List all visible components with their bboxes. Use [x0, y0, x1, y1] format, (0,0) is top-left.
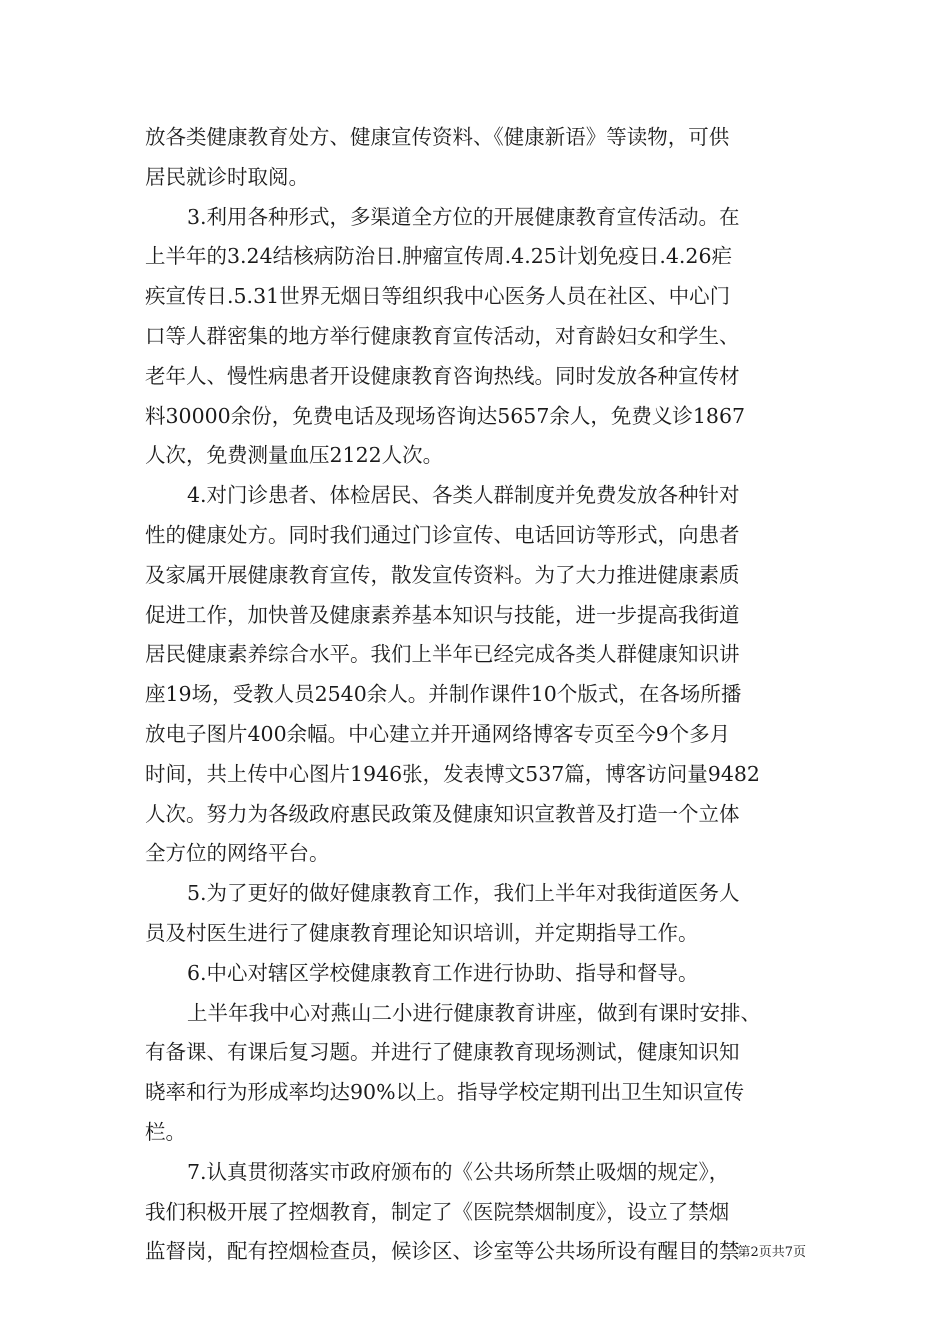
- text-line: 栏。: [145, 1119, 186, 1144]
- text-line: 老年人、慢性病患者开设健康教育咨询热线。同时发放各种宣传材: [145, 363, 740, 388]
- text-line: 人次。努力为各级政府惠民政策及健康知识宣教普及打造一个立体: [145, 801, 740, 826]
- text-line: 我们积极开展了控烟教育，制定了《医院禁烟制度》，设立了禁烟: [145, 1199, 730, 1224]
- text-line: 全方位的网络平台。: [145, 841, 330, 866]
- text-line: 料30000余份，免费电话及现场咨询达5657余人，免费义诊1867: [145, 403, 746, 428]
- text-line: 4.对门诊患者、体检居民、各类人群制度并免费发放各种针对: [187, 483, 740, 508]
- text-line: 晓率和行为形成率均达90%以上。指导学校定期刊出卫生知识宣传: [145, 1080, 745, 1105]
- text-line: 人次，免费测量血压2122人次。: [145, 443, 444, 468]
- text-line: 有备课、有课后复习题。并进行了健康教育现场测试，健康知识知: [145, 1040, 740, 1065]
- text-line: 放各类健康教育处方、健康宣传资料、《健康新语》等读物，可供: [145, 125, 730, 149]
- text-line: 监督岗，配有控烟检查员，候诊区、诊室等公共场所设有醒目的禁: [145, 1239, 740, 1264]
- text-line: 口等人群密集的地方举行健康教育宣传活动，对育龄妇女和学生、: [145, 323, 740, 348]
- page-number-footer: 第2页共7页: [737, 1245, 806, 1260]
- text-line: 员及村医生进行了健康教育理论知识培训，并定期指导工作。: [145, 920, 699, 945]
- document-body: [145, 118, 805, 1272]
- text-line: 6.中心对辖区学校健康教育工作进行协助、指导和督导。: [187, 960, 699, 985]
- text-line: 放电子图片400余幅。中心建立并开通网络博客专页至今9个多月: [145, 721, 731, 746]
- text-line: 及家属开展健康教育宣传，散发宣传资料。为了大力推进健康素质: [145, 562, 740, 587]
- text-line: 上半年的3.24结核病防治日.肿瘤宣传周.4.25计划免疫日.4.26疟: [145, 244, 732, 269]
- text-line: 上半年我中心对燕山二小进行健康教育讲座，做到有课时安排、: [187, 1000, 761, 1025]
- text-line: 7.认真贯彻落实市政府颁布的《公共场所禁止吸烟的规定》，: [187, 1159, 730, 1184]
- text-line: 居民健康素养综合水平。我们上半年已经完成各类人群健康知识讲: [145, 642, 740, 667]
- text-line: 座19场，受教人员2540余人。并制作课件10个版式，在各场所播: [145, 682, 742, 707]
- text-line: 性的健康处方。同时我们通过门诊宣传、电话回访等形式，向患者: [145, 522, 740, 547]
- text-line: 疾宣传日.5.31世界无烟日等组织我中心医务人员在社区、中心门: [145, 284, 731, 309]
- text-line: 时间，共上传中心图片1946张，发表博文537篇，博客访问量9482: [145, 761, 760, 786]
- text-line: 居民就诊时取阅。: [145, 164, 309, 189]
- text-line: 促进工作，加快普及健康素养基本知识与技能，进一步提高我街道: [145, 602, 740, 627]
- text-line: 3.利用各种形式，多渠道全方位的开展健康教育宣传活动。在: [187, 204, 740, 229]
- text-line: 5.为了更好的做好健康教育工作，我们上半年对我街道医务人: [187, 881, 740, 906]
